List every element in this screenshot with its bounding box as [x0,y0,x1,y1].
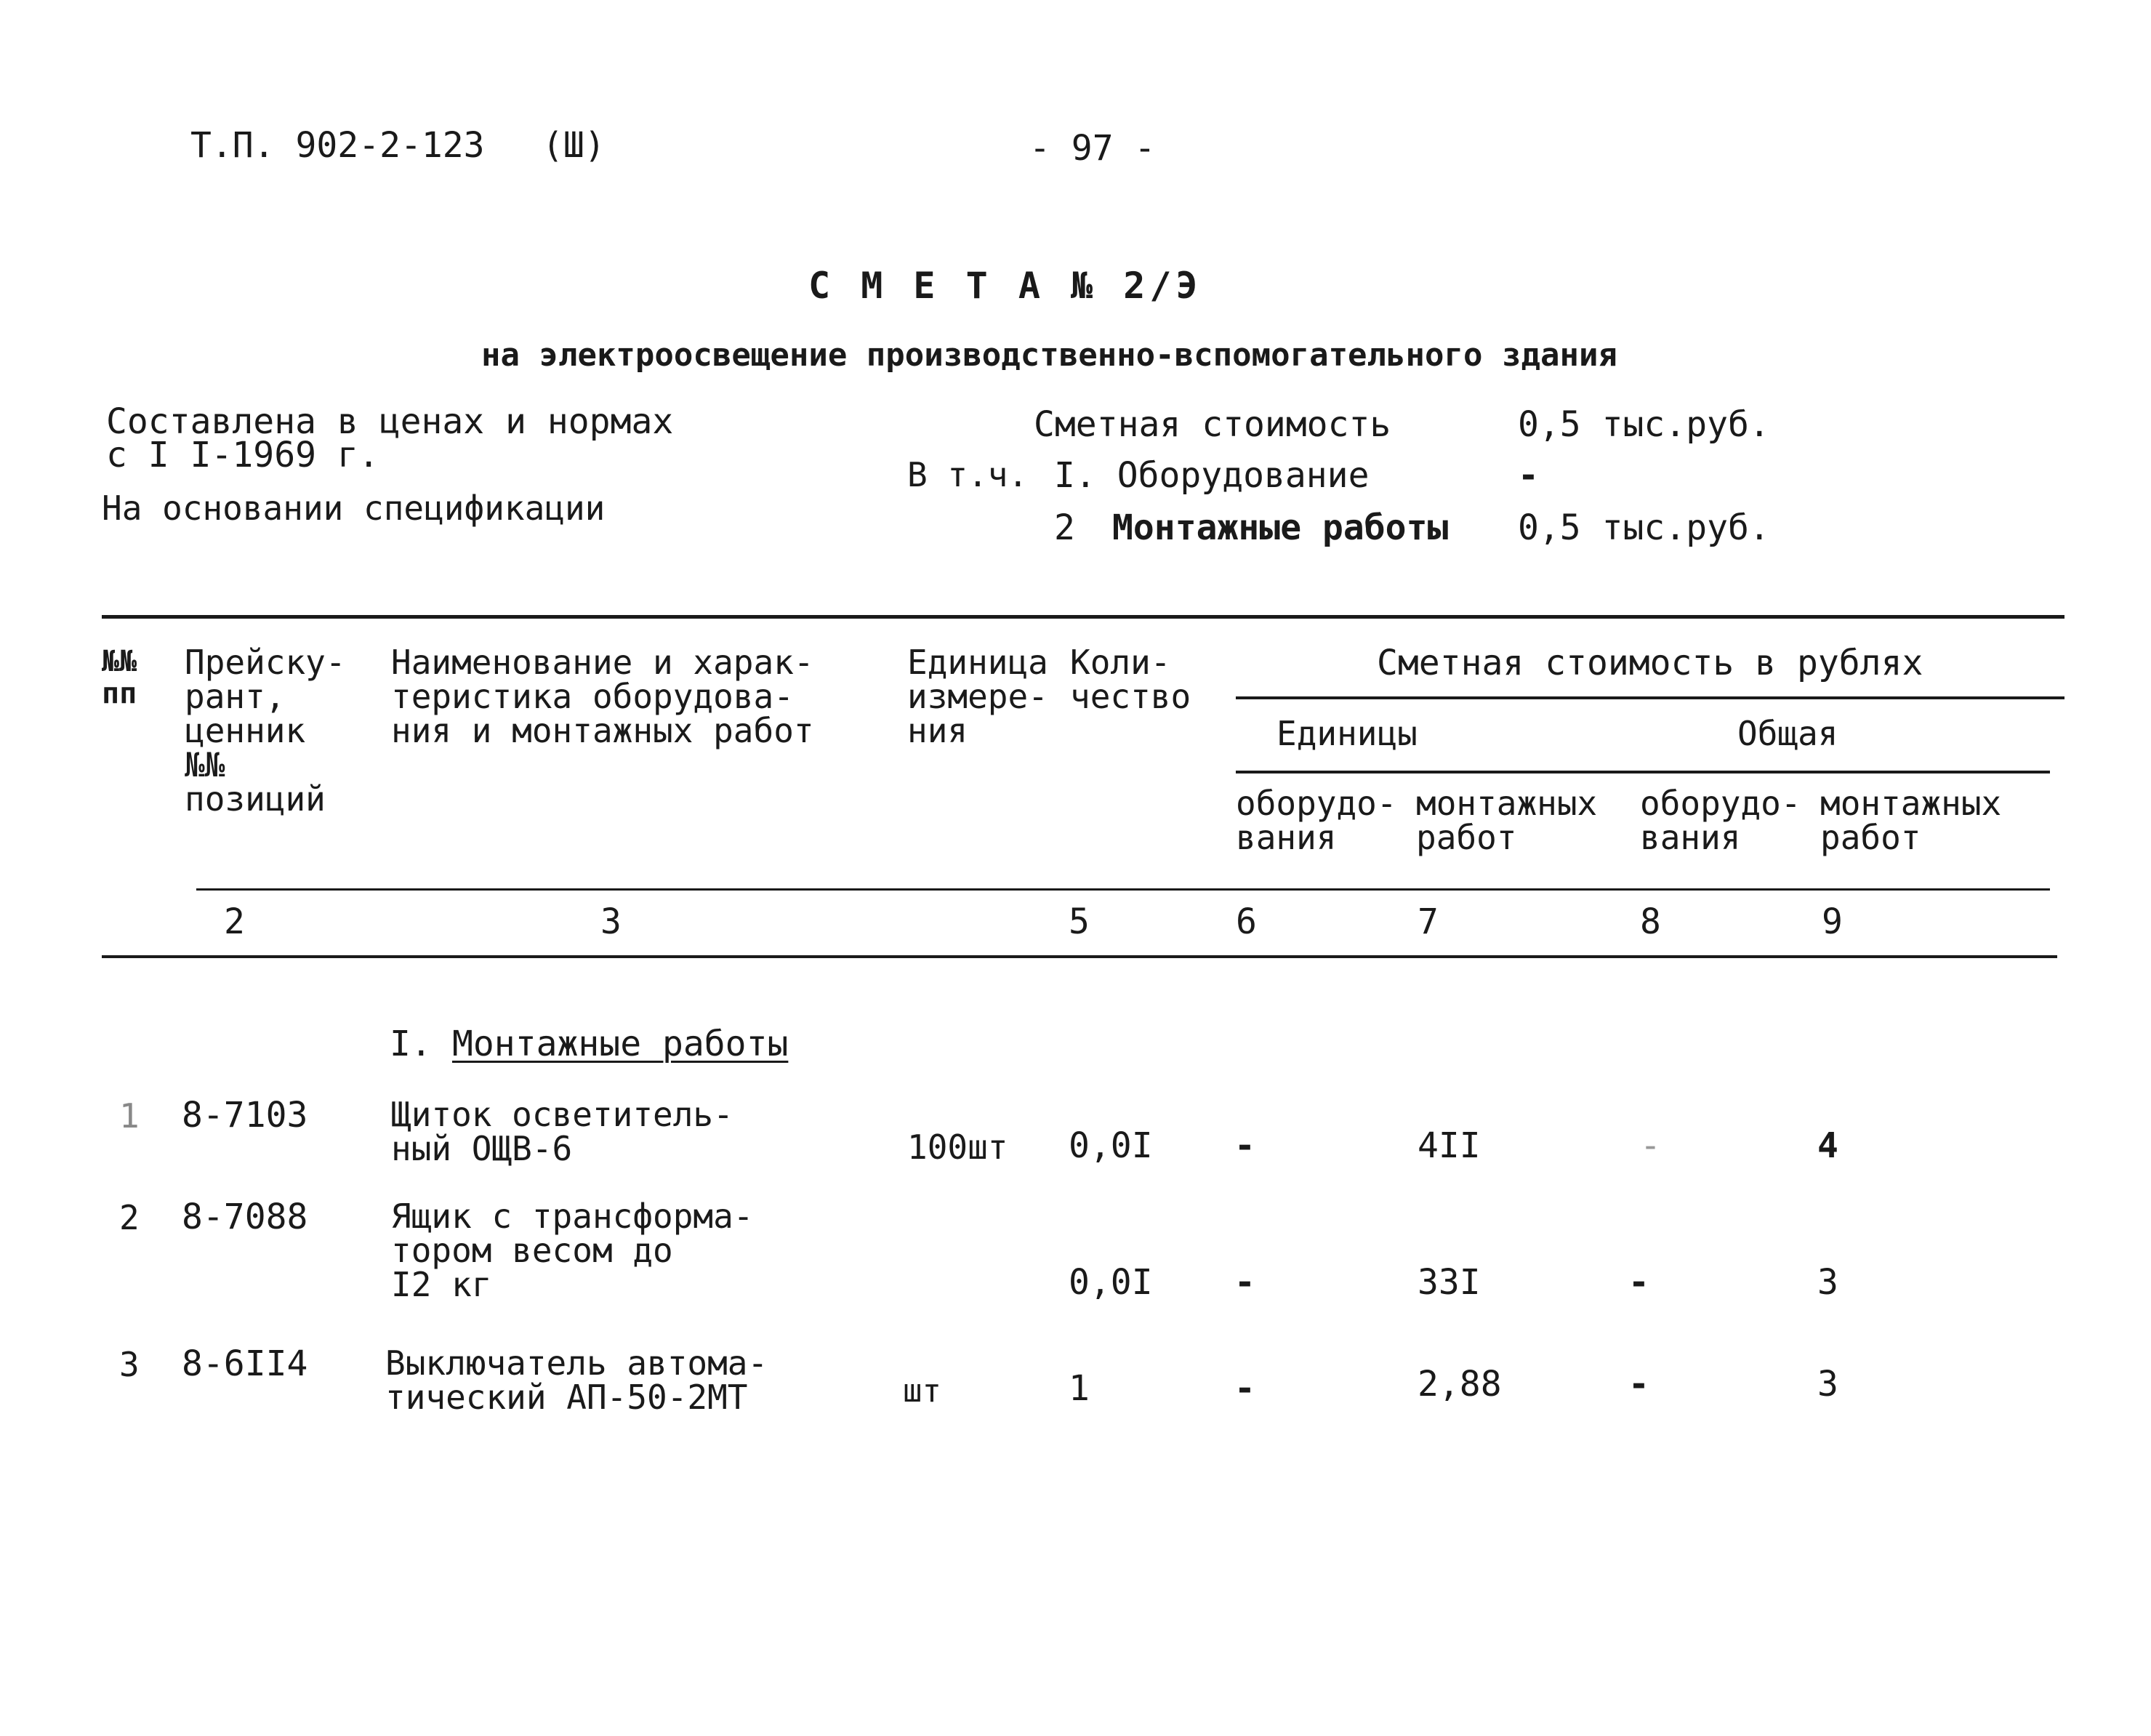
header-bottom-rule [196,888,2050,891]
estimated-cost-value: 0,5 тыс.руб. [1518,404,1770,445]
header-equipment-unit: оборудо- вания [1236,784,1397,857]
equipment-item-label: I. Оборудование [1054,455,1370,496]
header-equipment-total: оборудо- вания [1640,784,1801,857]
table-row-equipment-unit: - [1234,1125,1255,1166]
table-row-quantity: 0,0I [1069,1125,1153,1166]
table-row-price: 8-6II4 [182,1343,308,1384]
installation-item-label: Монтажные работы [1112,507,1449,548]
installation-item-number: 2 [1054,507,1075,548]
header-cost-group: Сметная стоимость в рублях [1377,643,1923,683]
table-row-quantity: 0,0I [1069,1262,1153,1303]
table-row-number: 3 [119,1345,140,1384]
header-row-number: №№ пп [102,645,137,710]
header-name: Наименование и харак- теристика оборудова- ния и монтажных работ [391,643,814,750]
table-row-number: 2 [119,1198,140,1237]
estimate-title: С М Е Т А № 2/Э [808,265,1202,307]
cost-group-rule [1236,696,2064,699]
table-row-installation-unit: 4II [1418,1125,1481,1166]
equipment-item-value: - [1518,455,1539,496]
table-row-unit: шт [903,1373,941,1410]
document-code: Т.П. 902-2-123 [190,125,485,166]
table-row-installation-total: 3 [1817,1364,1838,1405]
cost-subgroup-rule [1236,771,2050,773]
header-price-list: Прейску- рант, ценник №№ позиций [185,643,346,819]
section-title: Монтажные работы [452,1024,789,1064]
table-row-equipment-total: - [1640,1125,1661,1166]
table-row-name: Щиток осветитель- ный ОЩВ-6 [391,1095,733,1168]
table-row-installation-unit: 2,88 [1418,1364,1502,1405]
table-row-name: Выключатель автома- тический АП-50-2МТ [385,1343,768,1417]
table-row-price: 8-7088 [182,1197,308,1237]
header-unit-cost: Единицы [1276,714,1418,753]
estimate-subtitle: на электроосвещение производственно-вспомогательного здания [481,337,1617,374]
header-unit: Единица измере- ния [907,643,1048,750]
table-row-unit: 100шт [907,1128,1008,1167]
column-number: 9 [1822,901,1843,942]
page-number: - 97 - [1029,128,1156,169]
compiled-line-1: Составлена в ценах и нормах [106,401,674,442]
estimated-cost-label: Сметная стоимость [1034,404,1391,445]
installation-item-value: 0,5 тыс.руб. [1518,507,1770,548]
table-row-quantity: 1 [1069,1368,1090,1409]
basis-text: На основании спецификации [102,489,606,528]
table-row-equipment-unit: - [1234,1368,1255,1409]
column-number: 8 [1640,901,1661,942]
table-row-price: 8-7103 [182,1095,308,1136]
header-quantity: Коли- чество [1070,643,1191,716]
column-number: 2 [224,901,245,942]
table-row-equipment-total: - [1628,1262,1649,1303]
header-installation-total: монтажных работ [1820,784,2002,857]
table-row-equipment-total: - [1628,1364,1649,1405]
column-numbers-rule [102,955,2057,958]
column-number: 3 [600,901,622,942]
including-label: В т.ч. [907,455,1029,494]
header-installation-unit: монтажных работ [1416,784,1598,857]
column-number: 7 [1418,901,1439,942]
table-row-name: Ящик с трансформа- тором весом до I2 кг [391,1197,754,1304]
table-row-installation-unit: 33I [1418,1262,1481,1303]
document-part: (Ш) [542,125,606,166]
column-number: 6 [1236,901,1257,942]
column-number: 5 [1069,901,1090,942]
table-row-installation-total: 4 [1817,1125,1838,1166]
compiled-line-2: с I I-1969 г. [106,435,379,475]
table-row-number: 1 [119,1096,140,1136]
table-row-installation-total: 3 [1817,1262,1838,1303]
header-total-cost: Общая [1737,714,1838,753]
table-top-rule [102,615,2064,619]
section-number: I. [390,1024,432,1064]
table-row-equipment-unit: - [1234,1262,1255,1303]
